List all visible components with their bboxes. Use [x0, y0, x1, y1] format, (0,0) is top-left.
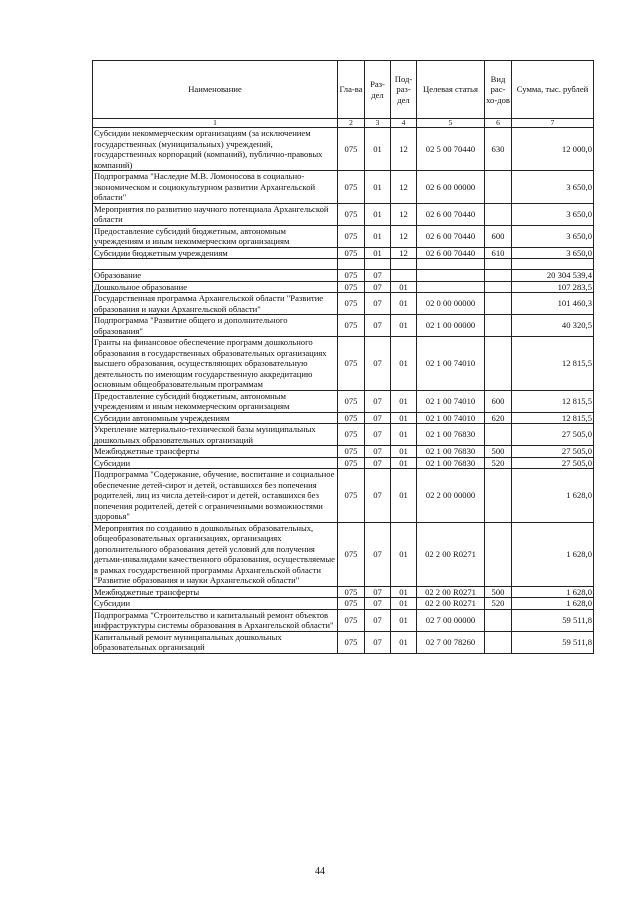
- table-row: [93, 457, 594, 469]
- row-sum-cell: 1 628,0: [512, 522, 594, 586]
- column-number: 6: [485, 119, 512, 128]
- row-target-cell: 02 7 00 78260: [417, 631, 485, 653]
- header-glava: Гла-ва: [338, 61, 365, 119]
- row-sum-cell: 20 304 539,4: [512, 270, 594, 282]
- row-name-cell: Субсидии: [93, 598, 338, 610]
- row-target-cell: 02 1 00 00000: [417, 315, 485, 337]
- table-row: [93, 259, 594, 270]
- row-vid-cell: [485, 293, 512, 315]
- row-target-cell: 02 6 00 00000: [417, 171, 485, 204]
- row-sum-cell: 3 650,0: [512, 203, 594, 225]
- column-number: 7: [512, 119, 594, 128]
- row-target-cell: 02 1 00 76830: [417, 457, 485, 469]
- header-sum: Сумма, тыс. рублей: [512, 61, 594, 119]
- row-glava-cell: 075: [338, 337, 365, 391]
- row-razdel-cell: 01: [365, 171, 391, 204]
- table-row: [93, 412, 594, 424]
- row-name-cell: Предоставление субсидий бюджетным, автономным учреждениям и иным некоммерческим организациям: [93, 225, 338, 247]
- row-name-cell: Субсидии некоммерческим организациям (за исключением государственных (муниципальных) учреждений, государственных корпораций (компаний), публично-правовых компаний): [93, 128, 338, 171]
- row-name-cell: Субсидии бюджетным учреждениям: [93, 247, 338, 259]
- row-podrazdel-cell: 01: [391, 631, 417, 653]
- page-number: 44: [315, 866, 325, 877]
- row-podrazdel-cell: 12: [391, 225, 417, 247]
- row-target-cell: 02 1 00 74010: [417, 390, 485, 412]
- row-target-cell: 02 0 00 00000: [417, 293, 485, 315]
- row-sum-cell: 12 815,5: [512, 390, 594, 412]
- row-vid-cell: 610: [485, 247, 512, 259]
- header-name: Наименование: [93, 61, 338, 119]
- row-vid-cell: [485, 281, 512, 293]
- table-body: [93, 128, 594, 654]
- row-target-cell: 02 1 00 74010: [417, 337, 485, 391]
- row-name-cell: Субсидии автономным учреждениям: [93, 412, 338, 424]
- row-vid-cell: 600: [485, 390, 512, 412]
- row-name-cell: Мероприятия по созданию в дошкольных образовательных, общеобразовательных организациях, организациях дополнительного образования детей условий для получения детьми-инвалидами качественного образования, осуществляемые в рамках государственной программы Архангельской области "Развитие образования и науки Архангельской области": [93, 522, 338, 586]
- row-target-cell: 02 6 00 70440: [417, 225, 485, 247]
- row-sum-cell: 27 505,0: [512, 424, 594, 446]
- row-target-cell: [417, 281, 485, 293]
- row-razdel-cell: 07: [365, 293, 391, 315]
- row-vid-cell: [485, 337, 512, 391]
- row-podrazdel-cell: 12: [391, 171, 417, 204]
- row-glava-cell: [338, 259, 365, 270]
- header-row: [93, 61, 594, 119]
- row-glava-cell: 075: [338, 247, 365, 259]
- row-glava-cell: 075: [338, 315, 365, 337]
- row-sum-cell: 27 505,0: [512, 446, 594, 458]
- row-glava-cell: 075: [338, 457, 365, 469]
- table-row: [93, 225, 594, 247]
- row-glava-cell: 075: [338, 128, 365, 171]
- table-row: [93, 293, 594, 315]
- row-podrazdel-cell: 01: [391, 293, 417, 315]
- row-podrazdel-cell: 01: [391, 281, 417, 293]
- row-name-cell: Подпрограмма "Строительство и капитальный ремонт объектов инфраструктуры системы образования в Архангельской области": [93, 609, 338, 631]
- row-name-cell: Гранты на финансовое обеспечение программ дошкольного образования в государственных образовательных организациях высшего образования, осуществляющих образовательную деятельность по имеющим государственную аккредитацию основным общеобразовательным программам: [93, 337, 338, 391]
- row-name-cell: Капитальный ремонт муниципальных дошкольных образовательных организаций: [93, 631, 338, 653]
- row-vid-cell: [485, 270, 512, 282]
- column-number-row: [93, 119, 594, 128]
- column-number: 5: [417, 119, 485, 128]
- row-razdel-cell: 07: [365, 609, 391, 631]
- row-podrazdel-cell: 01: [391, 469, 417, 523]
- header-podrazdel: Под-раз-дел: [391, 61, 417, 119]
- row-target-cell: 02 2 00 00000: [417, 469, 485, 523]
- row-glava-cell: 075: [338, 598, 365, 610]
- table-row: [93, 609, 594, 631]
- row-sum-cell: 59 511,8: [512, 609, 594, 631]
- row-glava-cell: 075: [338, 412, 365, 424]
- row-name-cell: Подпрограмма "Наследие М.В. Ломоносова в социально-экономическом и социокультурном развитии Архангельской области": [93, 171, 338, 204]
- column-number: 4: [391, 119, 417, 128]
- row-vid-cell: [485, 631, 512, 653]
- row-razdel-cell: 07: [365, 469, 391, 523]
- row-razdel-cell: 07: [365, 315, 391, 337]
- row-razdel-cell: 07: [365, 598, 391, 610]
- row-vid-cell: [485, 522, 512, 586]
- row-target-cell: 02 6 00 70440: [417, 247, 485, 259]
- table-row: [93, 598, 594, 610]
- table-row: [93, 446, 594, 458]
- row-name-cell: Межбюджетные трансферты: [93, 586, 338, 598]
- row-name-cell: [93, 259, 338, 270]
- row-sum-cell: 59 511,8: [512, 631, 594, 653]
- row-sum-cell: 3 650,0: [512, 171, 594, 204]
- table-row: [93, 424, 594, 446]
- row-sum-cell: 1 628,0: [512, 469, 594, 523]
- row-sum-cell: 3 650,0: [512, 247, 594, 259]
- budget-table: [92, 60, 594, 654]
- row-name-cell: Межбюджетные трансферты: [93, 446, 338, 458]
- row-name-cell: Подпрограмма "Развитие общего и дополнительного образования": [93, 315, 338, 337]
- row-name-cell: Дошкольное образование: [93, 281, 338, 293]
- row-glava-cell: 075: [338, 293, 365, 315]
- table-row: [93, 315, 594, 337]
- row-glava-cell: 075: [338, 203, 365, 225]
- row-sum-cell: 1 628,0: [512, 586, 594, 598]
- row-target-cell: 02 1 00 74010: [417, 412, 485, 424]
- row-sum-cell: 12 815,5: [512, 412, 594, 424]
- row-target-cell: 02 2 00 R0271: [417, 598, 485, 610]
- row-podrazdel-cell: [391, 270, 417, 282]
- table-row: [93, 171, 594, 204]
- row-target-cell: [417, 270, 485, 282]
- row-vid-cell: 630: [485, 128, 512, 171]
- row-target-cell: 02 1 00 76830: [417, 446, 485, 458]
- row-sum-cell: 12 815,5: [512, 337, 594, 391]
- row-podrazdel-cell: 01: [391, 424, 417, 446]
- table-row: [93, 281, 594, 293]
- row-name-cell: Субсидии: [93, 457, 338, 469]
- row-name-cell: Подпрограмма "Содержание, обучение, воспитание и социальное обеспечение детей-сирот и детей, оставшихся без попечения родителей, лиц из числа детей-сирот и детей, оставшихся без попечения родителей, детей с ограниченными возможностями здоровья": [93, 469, 338, 523]
- row-podrazdel-cell: 12: [391, 203, 417, 225]
- row-target-cell: 02 5 00 70440: [417, 128, 485, 171]
- column-number: 3: [365, 119, 391, 128]
- row-glava-cell: 075: [338, 522, 365, 586]
- row-glava-cell: 075: [338, 586, 365, 598]
- row-glava-cell: 075: [338, 281, 365, 293]
- row-name-cell: Образование: [93, 270, 338, 282]
- table-row: [93, 270, 594, 282]
- row-podrazdel-cell: 12: [391, 128, 417, 171]
- row-razdel-cell: 07: [365, 446, 391, 458]
- table-row: [93, 128, 594, 171]
- row-podrazdel-cell: [391, 259, 417, 270]
- row-target-cell: [417, 259, 485, 270]
- row-podrazdel-cell: 01: [391, 337, 417, 391]
- row-glava-cell: 075: [338, 609, 365, 631]
- row-razdel-cell: 07: [365, 412, 391, 424]
- row-podrazdel-cell: 01: [391, 457, 417, 469]
- row-sum-cell: 1 628,0: [512, 598, 594, 610]
- row-razdel-cell: 01: [365, 128, 391, 171]
- table-row: [93, 631, 594, 653]
- table-row: [93, 203, 594, 225]
- row-target-cell: 02 6 00 70440: [417, 203, 485, 225]
- row-glava-cell: 075: [338, 631, 365, 653]
- row-podrazdel-cell: 01: [391, 522, 417, 586]
- row-vid-cell: 520: [485, 457, 512, 469]
- row-razdel-cell: 01: [365, 203, 391, 225]
- row-podrazdel-cell: 01: [391, 609, 417, 631]
- row-vid-cell: [485, 315, 512, 337]
- row-vid-cell: 520: [485, 598, 512, 610]
- header-razdel: Раз-дел: [365, 61, 391, 119]
- row-razdel-cell: [365, 259, 391, 270]
- row-name-cell: Предоставление субсидий бюджетным, автономным учреждениям и иным некоммерческим организациям: [93, 390, 338, 412]
- row-glava-cell: 075: [338, 225, 365, 247]
- row-vid-cell: 500: [485, 586, 512, 598]
- row-vid-cell: 500: [485, 446, 512, 458]
- row-razdel-cell: 07: [365, 281, 391, 293]
- row-glava-cell: 075: [338, 446, 365, 458]
- row-glava-cell: 075: [338, 469, 365, 523]
- row-sum-cell: [512, 259, 594, 270]
- row-razdel-cell: 01: [365, 225, 391, 247]
- row-vid-cell: [485, 203, 512, 225]
- row-vid-cell: [485, 424, 512, 446]
- row-razdel-cell: 01: [365, 247, 391, 259]
- row-glava-cell: 075: [338, 390, 365, 412]
- row-razdel-cell: 07: [365, 457, 391, 469]
- row-podrazdel-cell: 01: [391, 412, 417, 424]
- row-razdel-cell: 07: [365, 586, 391, 598]
- row-podrazdel-cell: 01: [391, 315, 417, 337]
- row-podrazdel-cell: 12: [391, 247, 417, 259]
- row-razdel-cell: 07: [365, 390, 391, 412]
- row-name-cell: Укрепление материально-технической базы муниципальных дошкольных образовательных организаций: [93, 424, 338, 446]
- row-target-cell: 02 1 00 76830: [417, 424, 485, 446]
- table-row: [93, 586, 594, 598]
- row-podrazdel-cell: 01: [391, 390, 417, 412]
- header-target: Целевая статья: [417, 61, 485, 119]
- row-sum-cell: 27 505,0: [512, 457, 594, 469]
- row-podrazdel-cell: 01: [391, 446, 417, 458]
- row-sum-cell: 12 000,0: [512, 128, 594, 171]
- row-glava-cell: 075: [338, 171, 365, 204]
- table-row: [93, 247, 594, 259]
- row-name-cell: Мероприятия по развитию научного потенциала Архангельской области: [93, 203, 338, 225]
- row-razdel-cell: 07: [365, 337, 391, 391]
- header-vid: Вид рас-хо-дов: [485, 61, 512, 119]
- table-row: [93, 390, 594, 412]
- row-razdel-cell: 07: [365, 424, 391, 446]
- row-glava-cell: 075: [338, 424, 365, 446]
- row-vid-cell: [485, 469, 512, 523]
- row-podrazdel-cell: 01: [391, 598, 417, 610]
- row-sum-cell: 3 650,0: [512, 225, 594, 247]
- row-target-cell: 02 7 00 00000: [417, 609, 485, 631]
- row-vid-cell: [485, 609, 512, 631]
- row-target-cell: 02 2 00 R0271: [417, 522, 485, 586]
- row-target-cell: 02 2 00 R0271: [417, 586, 485, 598]
- row-sum-cell: 101 460,3: [512, 293, 594, 315]
- row-vid-cell: 600: [485, 225, 512, 247]
- row-vid-cell: [485, 171, 512, 204]
- row-vid-cell: 620: [485, 412, 512, 424]
- row-sum-cell: 40 320,5: [512, 315, 594, 337]
- table-row: [93, 469, 594, 523]
- row-name-cell: Государственная программа Архангельской области "Развитие образования и науки Архангельской области": [93, 293, 338, 315]
- row-podrazdel-cell: 01: [391, 586, 417, 598]
- row-glava-cell: 075: [338, 270, 365, 282]
- table-row: [93, 337, 594, 391]
- column-number: 2: [338, 119, 365, 128]
- row-sum-cell: 107 283,5: [512, 281, 594, 293]
- table-row: [93, 522, 594, 586]
- row-vid-cell: [485, 259, 512, 270]
- row-razdel-cell: 07: [365, 631, 391, 653]
- column-number: 1: [93, 119, 338, 128]
- row-razdel-cell: 07: [365, 270, 391, 282]
- row-razdel-cell: 07: [365, 522, 391, 586]
